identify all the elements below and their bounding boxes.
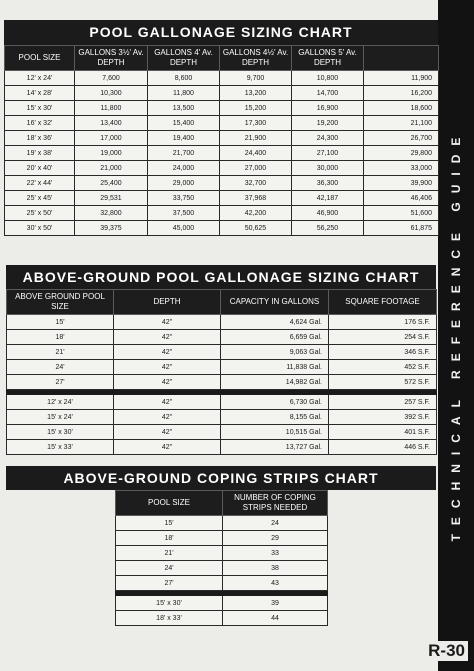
coping-strips-round-row [116,546,328,561]
coping-strips-oval-row-cell: 39 [223,596,328,611]
above-ground-round-row-cell: 4,624 Gal. [221,315,329,330]
pool-gallonage-section [4,20,438,236]
pool-gallonage-row-cell: 42,187 [292,191,364,206]
pool-gallonage-row-cell: 24,400 [220,146,292,161]
pool-gallonage-row-cell: 21,000 [75,161,148,176]
above-ground-oval-row-cell: 42" [114,425,221,440]
pool-gallonage-header-4: GALLONS 5' Av. DEPTH [292,46,364,71]
pool-gallonage-row [5,86,439,101]
above-ground-round-row-cell: 42" [114,330,221,345]
pool-gallonage-row-cell: 36,300 [292,176,364,191]
above-ground-round-row [7,315,437,330]
above-ground-round-row [7,375,437,390]
coping-strips-section [6,466,436,626]
pool-gallonage-row-cell: 7,600 [75,71,148,86]
above-ground-oval-row-cell: 401 S.F. [329,425,437,440]
above-ground-round-row-cell: 572 S.F. [329,375,437,390]
above-ground-round-row-cell: 11,838 Gal. [221,360,329,375]
pool-gallonage-table [4,45,439,236]
above-ground-oval-row-cell: 446 S.F. [329,440,437,455]
above-ground-round-row-cell: 15' [7,315,114,330]
pool-gallonage-row [5,176,439,191]
pool-gallonage-row [5,116,439,131]
pool-gallonage-header-2: GALLONS 4' Av. DEPTH [148,46,220,71]
coping-strips-header-0: POOL SIZE [116,491,223,516]
above-ground-round-row-cell: 346 S.F. [329,345,437,360]
above-ground-oval-row-cell: 6,730 Gal. [221,395,329,410]
coping-strips-round-row-cell: 43 [223,576,328,591]
coping-strips-round-row-cell: 24 [223,516,328,531]
above-ground-gallonage-table [6,289,437,455]
pool-gallonage-row-cell: 12' x 24' [5,71,75,86]
above-ground-round-row-cell: 42" [114,360,221,375]
pool-gallonage-row-cell: 8,600 [148,71,220,86]
above-ground-header-1: DEPTH [114,290,221,315]
coping-strips-title: ABOVE-GROUND COPING STRIPS CHART [6,466,436,490]
above-ground-header-2: CAPACITY IN GALLONS [221,290,329,315]
above-ground-oval-row-cell: 12' x 24' [7,395,114,410]
pool-gallonage-row-cell: 37,500 [148,206,220,221]
pool-gallonage-row-cell: 39,900 [364,176,439,191]
above-ground-round-row-cell: 6,659 Gal. [221,330,329,345]
above-ground-oval-row-cell: 10,515 Gal. [221,425,329,440]
above-ground-oval-row-cell: 257 S.F. [329,395,437,410]
pool-gallonage-row-cell: 19' x 38' [5,146,75,161]
pool-gallonage-row-cell: 51,600 [364,206,439,221]
pool-gallonage-row-cell: 16,900 [292,101,364,116]
above-ground-round-row-cell: 14,982 Gal. [221,375,329,390]
pool-gallonage-row-cell: 21,900 [220,131,292,146]
pool-gallonage-row-cell: 15,200 [220,101,292,116]
pool-gallonage-header-1: GALLONS 3½' Av. DEPTH [75,46,148,71]
pool-gallonage-row-cell: 22' x 44' [5,176,75,191]
above-ground-oval-row-cell: 13,727 Gal. [221,440,329,455]
pool-gallonage-row-cell: 61,875 [364,221,439,236]
above-ground-oval-row-cell: 15' x 24' [7,410,114,425]
coping-strips-round-row [116,576,328,591]
pool-gallonage-row-cell: 25' x 45' [5,191,75,206]
coping-strips-oval-row-cell: 15' x 30' [116,596,223,611]
coping-strips-round-row [116,516,328,531]
above-ground-round-row [7,330,437,345]
pool-gallonage-row-cell: 16,200 [364,86,439,101]
pool-gallonage-row [5,71,439,86]
pool-gallonage-row [5,221,439,236]
above-ground-round-row [7,345,437,360]
pool-gallonage-row-cell: 11,800 [148,86,220,101]
pool-gallonage-row [5,161,439,176]
coping-strips-round-row-cell: 33 [223,546,328,561]
pool-gallonage-row-cell: 33,750 [148,191,220,206]
pool-gallonage-row-cell: 19,200 [292,116,364,131]
above-ground-oval-row-cell: 15' x 30' [7,425,114,440]
pool-gallonage-row-cell: 13,400 [75,116,148,131]
coping-strips-round-row [116,561,328,576]
above-ground-gallonage-title: ABOVE-GROUND POOL GALLONAGE SIZING CHART [6,265,436,289]
pool-gallonage-row-cell: 30,000 [292,161,364,176]
pool-gallonage-row-cell: 13,500 [148,101,220,116]
pool-gallonage-row-cell: 15,400 [148,116,220,131]
above-ground-header-3: SQUARE FOOTAGE [329,290,437,315]
coping-strips-round-row [116,531,328,546]
pool-gallonage-row-cell: 25' x 50' [5,206,75,221]
pool-gallonage-row-cell: 30' x 50' [5,221,75,236]
pool-gallonage-row-cell: 11,800 [75,101,148,116]
pool-gallonage-row-cell: 26,700 [364,131,439,146]
pool-gallonage-row [5,146,439,161]
pool-gallonage-row-cell: 10,300 [75,86,148,101]
side-label: TECHNICAL REFERENCE GUIDE [449,128,463,542]
pool-gallonage-row-cell: 10,800 [292,71,364,86]
coping-strips-oval-row [116,611,328,626]
above-ground-oval-row-cell: 42" [114,395,221,410]
above-ground-oval-row-cell: 42" [114,410,221,425]
above-ground-round-row-cell: 42" [114,315,221,330]
pool-gallonage-row-cell: 45,000 [148,221,220,236]
coping-strips-round-row-cell: 29 [223,531,328,546]
above-ground-oval-row-cell: 8,155 Gal. [221,410,329,425]
above-ground-round-row-cell: 176 S.F. [329,315,437,330]
pool-gallonage-row-cell: 33,000 [364,161,439,176]
pool-gallonage-row-cell: 27,000 [220,161,292,176]
pool-gallonage-row-cell: 14' x 28' [5,86,75,101]
page-number: R-30 [422,641,468,661]
pool-gallonage-row-cell: 42,200 [220,206,292,221]
pool-gallonage-header-0: POOL SIZE [5,46,75,71]
pool-gallonage-row-cell: 24,000 [148,161,220,176]
coping-strips-oval-row-cell: 44 [223,611,328,626]
pool-gallonage-row [5,206,439,221]
pool-gallonage-row-cell: 19,000 [75,146,148,161]
above-ground-oval-row-cell: 392 S.F. [329,410,437,425]
above-ground-oval-row [7,395,437,410]
pool-gallonage-row-cell: 50,625 [220,221,292,236]
pool-gallonage-row-cell: 13,200 [220,86,292,101]
pool-gallonage-row-cell: 20' x 40' [5,161,75,176]
pool-gallonage-row-cell: 15' x 30' [5,101,75,116]
pool-gallonage-row [5,101,439,116]
pool-gallonage-row-cell: 56,250 [292,221,364,236]
pool-gallonage-row-cell: 32,700 [220,176,292,191]
above-ground-oval-row-cell: 15' x 33' [7,440,114,455]
pool-gallonage-header-5 [364,46,439,71]
pool-gallonage-row-cell: 17,300 [220,116,292,131]
pool-gallonage-title: POOL GALLONAGE SIZING CHART [4,20,438,45]
coping-strips-oval-row [116,596,328,611]
pool-gallonage-row-cell: 9,700 [220,71,292,86]
pool-gallonage-header-3: GALLONS 4½' Av. DEPTH [220,46,292,71]
above-ground-oval-row [7,410,437,425]
pool-gallonage-row-cell: 17,000 [75,131,148,146]
above-ground-round-row-cell: 254 S.F. [329,330,437,345]
above-ground-round-row-cell: 42" [114,345,221,360]
pool-gallonage-header-row [5,46,439,71]
pool-gallonage-row-cell: 29,000 [148,176,220,191]
above-ground-header-0: ABOVE GROUND POOL SIZE [7,290,114,315]
pool-gallonage-row-cell: 21,100 [364,116,439,131]
coping-strips-round-row-cell: 15' [116,516,223,531]
coping-strips-round-row-cell: 27' [116,576,223,591]
coping-strips-table [115,490,328,626]
pool-gallonage-row-cell: 27,100 [292,146,364,161]
coping-strips-round-row-cell: 21' [116,546,223,561]
pool-gallonage-row-cell: 14,700 [292,86,364,101]
above-ground-round-row-cell: 18' [7,330,114,345]
pool-gallonage-row-cell: 46,406 [364,191,439,206]
pool-gallonage-row-cell: 16' x 32' [5,116,75,131]
above-ground-round-row-cell: 452 S.F. [329,360,437,375]
above-ground-gallonage-header-row [7,290,437,315]
pool-gallonage-row-cell: 21,700 [148,146,220,161]
pool-gallonage-row [5,191,439,206]
pool-gallonage-row-cell: 24,300 [292,131,364,146]
pool-gallonage-row-cell: 39,375 [75,221,148,236]
pool-gallonage-row-cell: 29,800 [364,146,439,161]
pool-gallonage-row-cell: 18,600 [364,101,439,116]
pool-gallonage-row [5,131,439,146]
above-ground-round-row-cell: 9,063 Gal. [221,345,329,360]
coping-strips-round-row-cell: 18' [116,531,223,546]
pool-gallonage-row-cell: 32,800 [75,206,148,221]
above-ground-oval-row [7,440,437,455]
coping-strips-round-row-cell: 24' [116,561,223,576]
above-ground-oval-row-cell: 42" [114,440,221,455]
coping-strips-round-row-cell: 38 [223,561,328,576]
above-ground-round-row [7,360,437,375]
above-ground-oval-row [7,425,437,440]
coping-strips-oval-row-cell: 18' x 33' [116,611,223,626]
coping-strips-header-row [116,491,328,516]
above-ground-round-row-cell: 42" [114,375,221,390]
pool-gallonage-row-cell: 37,968 [220,191,292,206]
above-ground-round-row-cell: 21' [7,345,114,360]
coping-strips-header-1: NUMBER OF COPING STRIPS NEEDED [223,491,328,516]
pool-gallonage-row-cell: 46,900 [292,206,364,221]
above-ground-gallonage-section [6,265,436,455]
pool-gallonage-row-cell: 18' x 36' [5,131,75,146]
pool-gallonage-row-cell: 29,531 [75,191,148,206]
pool-gallonage-row-cell: 19,400 [148,131,220,146]
above-ground-round-row-cell: 24' [7,360,114,375]
pool-gallonage-row-cell: 11,900 [364,71,439,86]
pool-gallonage-row-cell: 25,400 [75,176,148,191]
above-ground-round-row-cell: 27' [7,375,114,390]
